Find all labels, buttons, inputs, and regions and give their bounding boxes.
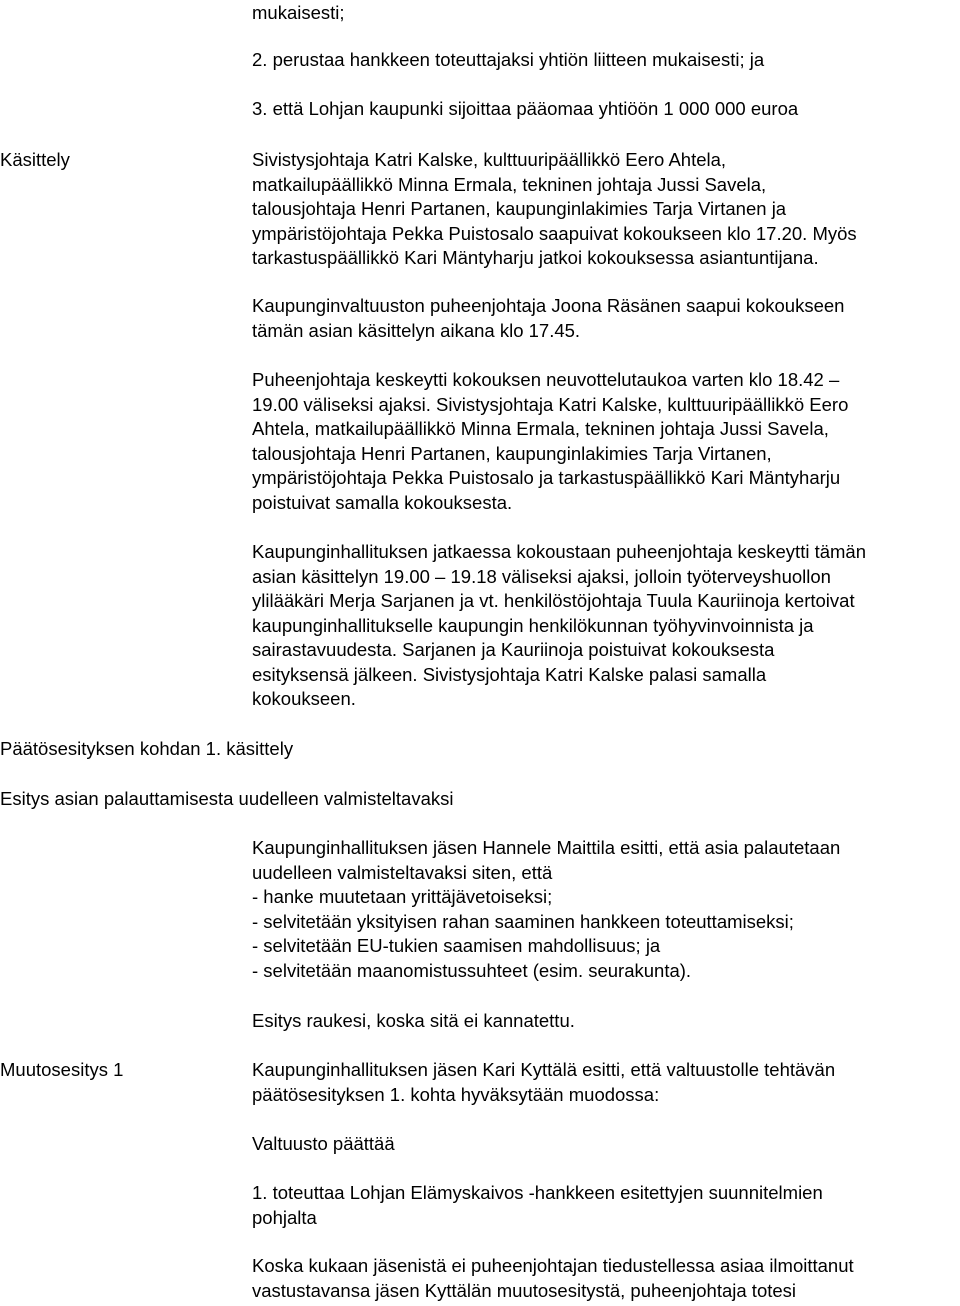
kasittely-paragraph-1 [252,148,957,271]
text-line: pohjalta [252,1206,317,1228]
text-line: Kaupunginvaltuuston puheenjohtaja Joona Räsänen saapui kokoukseen [252,295,845,316]
kasittely-paragraph-3 [252,368,957,515]
list-item: - selvitetään maanomistussuhteet (esim. seurakunta). [252,959,692,981]
text-line: sairastavuudesta. Sarjanen ja Kauriinoja poistuivat kokouksesta [252,639,775,660]
top-line-3: 3. että Lohjan kaupunki sijoittaa pääomaa yhtiöön 1 000 000 euroa [252,98,799,119]
text-line: 19.00 väliseksi ajaksi. Sivistysjohtaja Katri Kalske, kulttuuripäällikkö Eero [252,393,849,415]
text-line: talousjohtaja Henri Partanen, kaupunginlakimies Tarja Virtanen, [252,442,772,464]
muutosesitys-paragraph-1 [252,1058,957,1107]
muutosesitys-paragraph-4 [252,1254,957,1303]
muutosesitys-label: Muutosesitys 1 [0,1059,124,1080]
text-line: talousjohtaja Henri Partanen, kaupunginlakimies Tarja Virtanen ja [252,198,787,219]
paatosesitys-paragraph-2: Esitys raukesi, koska sitä ei kannatettu. [252,1010,575,1031]
text-line: Puheenjohtaja keskeytti kokouksen neuvottelutaukoa varten klo 18.42 – [252,369,840,390]
text-line: esityksensä jälkeen. Sivistysjohtaja Katri Kalske palasi samalla [252,663,767,685]
muutosesitys-paragraph-3 [252,1181,957,1230]
text-line: päätösesityksen 1. kohta hyväksytään muodossa: [252,1083,660,1105]
text-line: 1. toteuttaa Lohjan Elämyskaivos -hankkeen esitettyjen suunnitelmien [252,1182,823,1203]
text-line: uudelleen valmisteltavaksi siten, että [252,861,553,883]
text-line: poistuivat samalla kokouksesta. [252,491,513,513]
text-line: Kaupunginhallituksen jäsen Kari Kyttälä esitti, että valtuustolle tehtävän [252,1059,836,1080]
text-line: kaupunginhallitukselle kaupungin henkilökunnan työhyvinvoinnista ja [252,614,814,636]
text-line: tarkastuspäällikkö Kari Mäntyharju jatkoi kokouksessa asiantuntijana. [252,247,819,268]
paatosesitys-subheading: Esitys asian palauttamisesta uudelleen valmisteltavaksi [0,788,454,809]
list-item: - selvitetään yksityisen rahan saaminen hankkeen toteuttamiseksi; [252,910,794,932]
text-line: ympäristöjohtaja Pekka Puistosalo saapuivat kokoukseen klo 17.20. Myös [252,222,857,244]
text-line: Ahtela, matkailupäällikkö Minna Ermala, tekninen johtaja Jussi Savela, [252,418,829,439]
paatosesitys-heading: Päätösesityksen kohdan 1. käsittely [0,738,294,759]
text-line: vastustavansa jäsen Kyttälän muutosesitystä, puheenjohtaja totesi [252,1279,797,1301]
top-line-2: 2. perustaa hankkeen toteuttajaksi yhtiön liitteen mukaisesti; ja [252,49,765,70]
kasittely-paragraph-2 [252,294,957,343]
text-line: matkailupäällikkö Minna Ermala, tekninen johtaja Jussi Savela, [252,173,767,195]
text-line: ylilääkäri Merja Sarjanen ja vt. henkilöstöjohtaja Tuula Kauriinoja kertoivat [252,590,855,611]
text-line: Kaupunginhallituksen jatkaessa kokoustaan puheenjohtaja keskeytti tämän [252,541,866,562]
text-line: tämän asian käsittelyn aikana klo 17.45. [252,319,581,341]
text-line: ympäristöjohtaja Pekka Puistosalo ja tarkastuspäällikkö Kari Mäntyharju [252,467,841,488]
kasittely-paragraph-4 [252,540,957,712]
top-line-1: mukaisesti; [252,2,345,23]
muutosesitys-paragraph-2: Valtuusto päättää [252,1133,395,1154]
text-line: Sivistysjohtaja Katri Kalske, kulttuuripäällikkö Eero Ahtela, [252,149,727,170]
text-line: asian käsittelyn 19.00 – 19.18 väliseksi ajaksi, jolloin työterveyshuollon [252,565,831,587]
list-item: - selvitetään EU-tukien saamisen mahdollisuus; ja [252,935,661,956]
text-line: kokoukseen. [252,688,356,709]
text-line: Kaupunginhallituksen jäsen Hannele Maittila esitti, että asia palautetaan [252,837,841,858]
kasittely-label: Käsittely [0,149,70,170]
list-item: - hanke muutetaan yrittäjävetoiseksi; [252,886,553,907]
text-line: Koska kukaan jäsenistä ei puheenjohtajan tiedustellessa asiaa ilmoittanut [252,1255,854,1276]
paatosesitys-paragraph-1 [252,836,957,983]
